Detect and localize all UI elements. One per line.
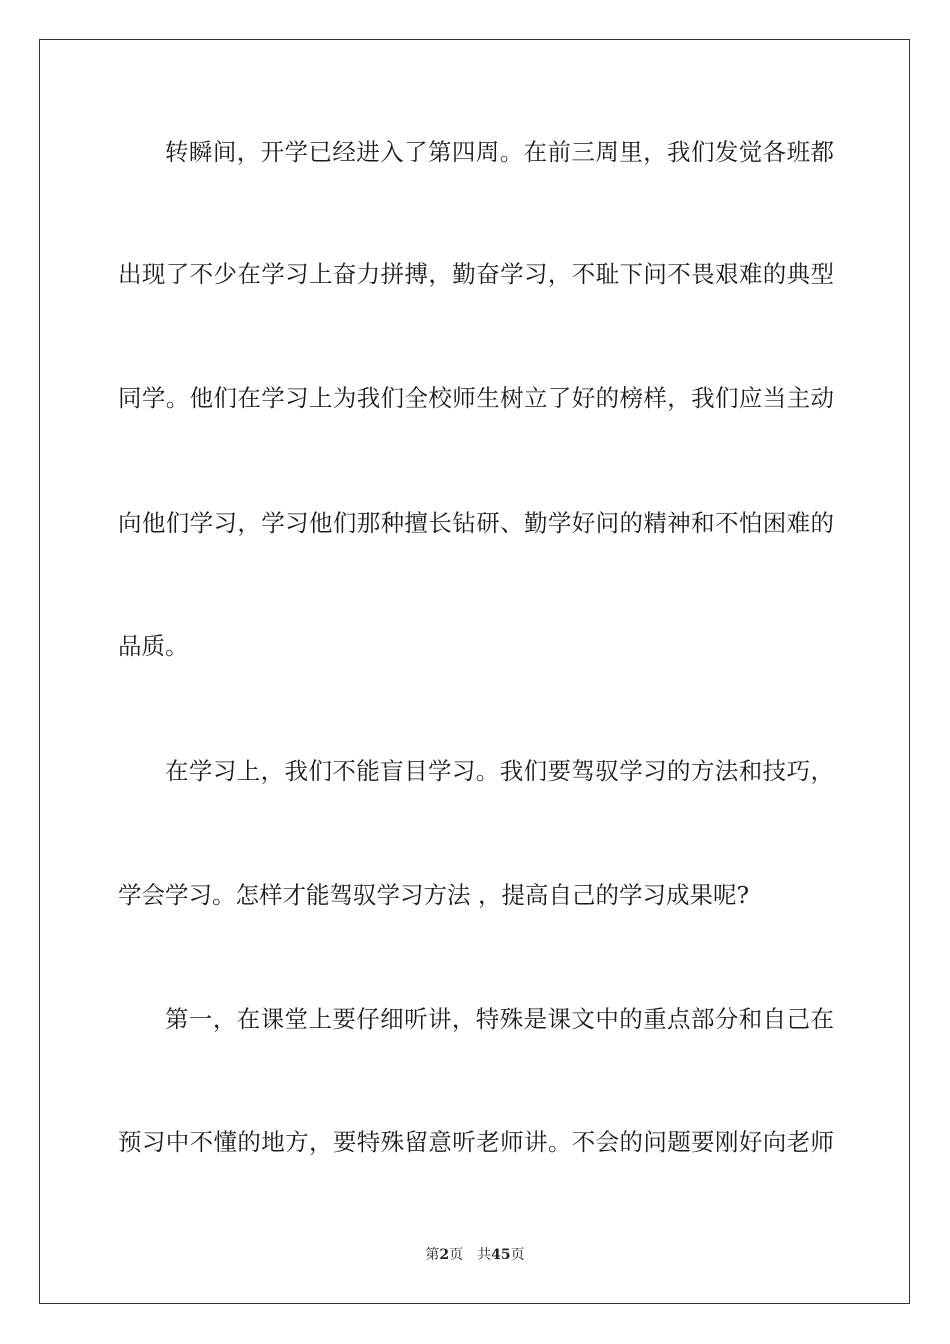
paragraph-1-line-4: 向他们学习，学习他们那种擅长钻研、勤学好问的精神和不怕困难的: [118, 509, 834, 537]
total-pages: 45: [491, 1247, 511, 1263]
total-label-suffix: 页: [510, 1247, 525, 1263]
paragraph-1-line-2: 出现了不少在学习上奋力拼搏，勤奋学习，不耻下问不畏艰难的典型: [118, 260, 834, 288]
total-label-prefix: 共: [477, 1247, 492, 1263]
paragraph-1-line-5: 品质。: [118, 632, 189, 660]
paragraph-2-line-2: 学会学习。怎样才能驾驭学习方法 ，提高自己的学习成果呢?: [118, 881, 750, 909]
paragraph-3-line-2: 预习中不懂的地方，要特殊留意听老师讲。不会的问题要刚好向老师: [118, 1128, 834, 1156]
page-footer: [0, 1246, 950, 1264]
page-label-prefix: 第: [425, 1247, 440, 1263]
paragraph-3-line-1: 第一，在课堂上要仔细听讲，特殊是课文中的重点部分和自己在: [165, 1005, 834, 1033]
paragraph-1-line-1: 转瞬间，开学已经进入了第四周。在前三周里，我们发觉各班都: [165, 138, 834, 166]
paragraph-1-line-3: 同学。他们在学习上为我们全校师生树立了好的榜样，我们应当主动: [118, 384, 834, 412]
page-border: [39, 39, 910, 1304]
page-label-suffix: 页: [449, 1247, 464, 1263]
page-number: 2: [439, 1247, 450, 1263]
paragraph-2-line-1: 在学习上，我们不能盲目学习。我们要驾驭学习的方法和技巧，: [165, 757, 834, 785]
